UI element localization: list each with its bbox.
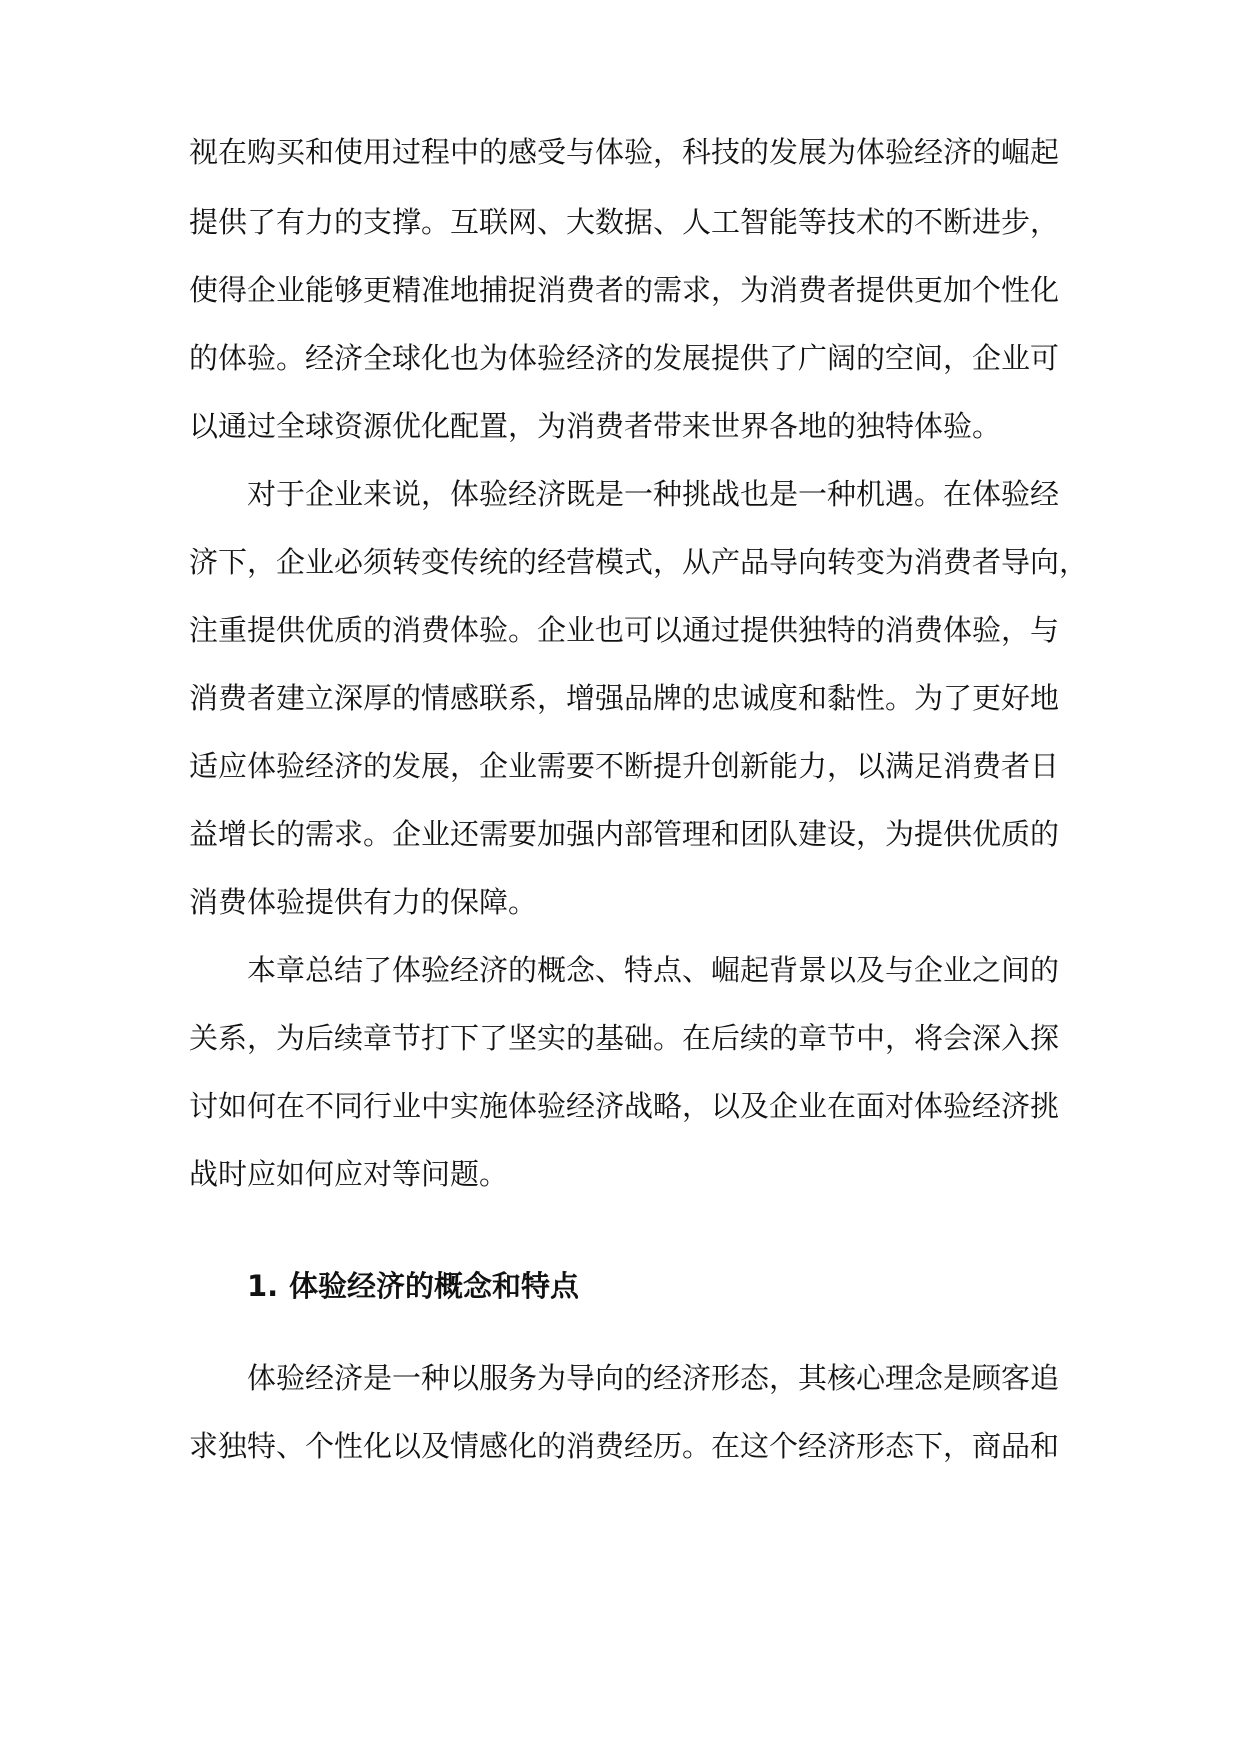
text-line: 求独特、个性化以及情感化的消费经历。在这个经济形态下，商品和	[189, 1429, 1060, 1463]
text-line: 本章总结了体验经济的概念、特点、崛起背景以及与企业之间的	[247, 953, 1060, 987]
section-number: 1.	[247, 1269, 279, 1303]
text-line: 体验经济是一种以服务为导向的经济形态，其核心理念是顾客追	[247, 1361, 1060, 1395]
section-title: 体验经济的概念和特点	[289, 1269, 580, 1303]
text-line: 适应体验经济的发展，企业需要不断提升创新能力，以满足消费者日	[189, 749, 1060, 783]
text-line: 的体验。经济全球化也为体验经济的发展提供了广阔的空间，企业可	[189, 341, 1060, 375]
text-line: 使得企业能够更精准地捕捉消费者的需求，为消费者提供更加个性化	[189, 273, 1060, 307]
text-line: 提供了有力的支撑。互联网、大数据、人工智能等技术的不断进步，	[189, 205, 1060, 239]
text-line: 战时应如何应对等问题。	[189, 1157, 509, 1191]
text-line: 消费者建立深厚的情感联系，增强品牌的忠诚度和黏性。为了更好地	[189, 681, 1060, 715]
text-line: 对于企业来说，体验经济既是一种挑战也是一种机遇。在体验经	[247, 477, 1060, 511]
text-line: 讨如何在不同行业中实施体验经济战略，以及企业在面对体验经济挑	[189, 1089, 1060, 1123]
text-line: 益增长的需求。企业还需要加强内部管理和团队建设，为提供优质的	[189, 817, 1060, 851]
text-line: 以通过全球资源优化配置，为消费者带来世界各地的独特体验。	[189, 409, 1002, 443]
text-line: 关系，为后续章节打下了坚实的基础。在后续的章节中，将会深入探	[189, 1021, 1060, 1055]
text-line: 注重提供优质的消费体验。企业也可以通过提供独特的消费体验，与	[189, 613, 1060, 647]
text-line: 消费体验提供有力的保障。	[189, 885, 538, 919]
text-line: 济下，企业必须转变传统的经营模式，从产品导向转变为消费者导向，	[189, 545, 1089, 579]
text-line: 视在购买和使用过程中的感受与体验，科技的发展为体验经济的崛起	[189, 135, 1060, 169]
